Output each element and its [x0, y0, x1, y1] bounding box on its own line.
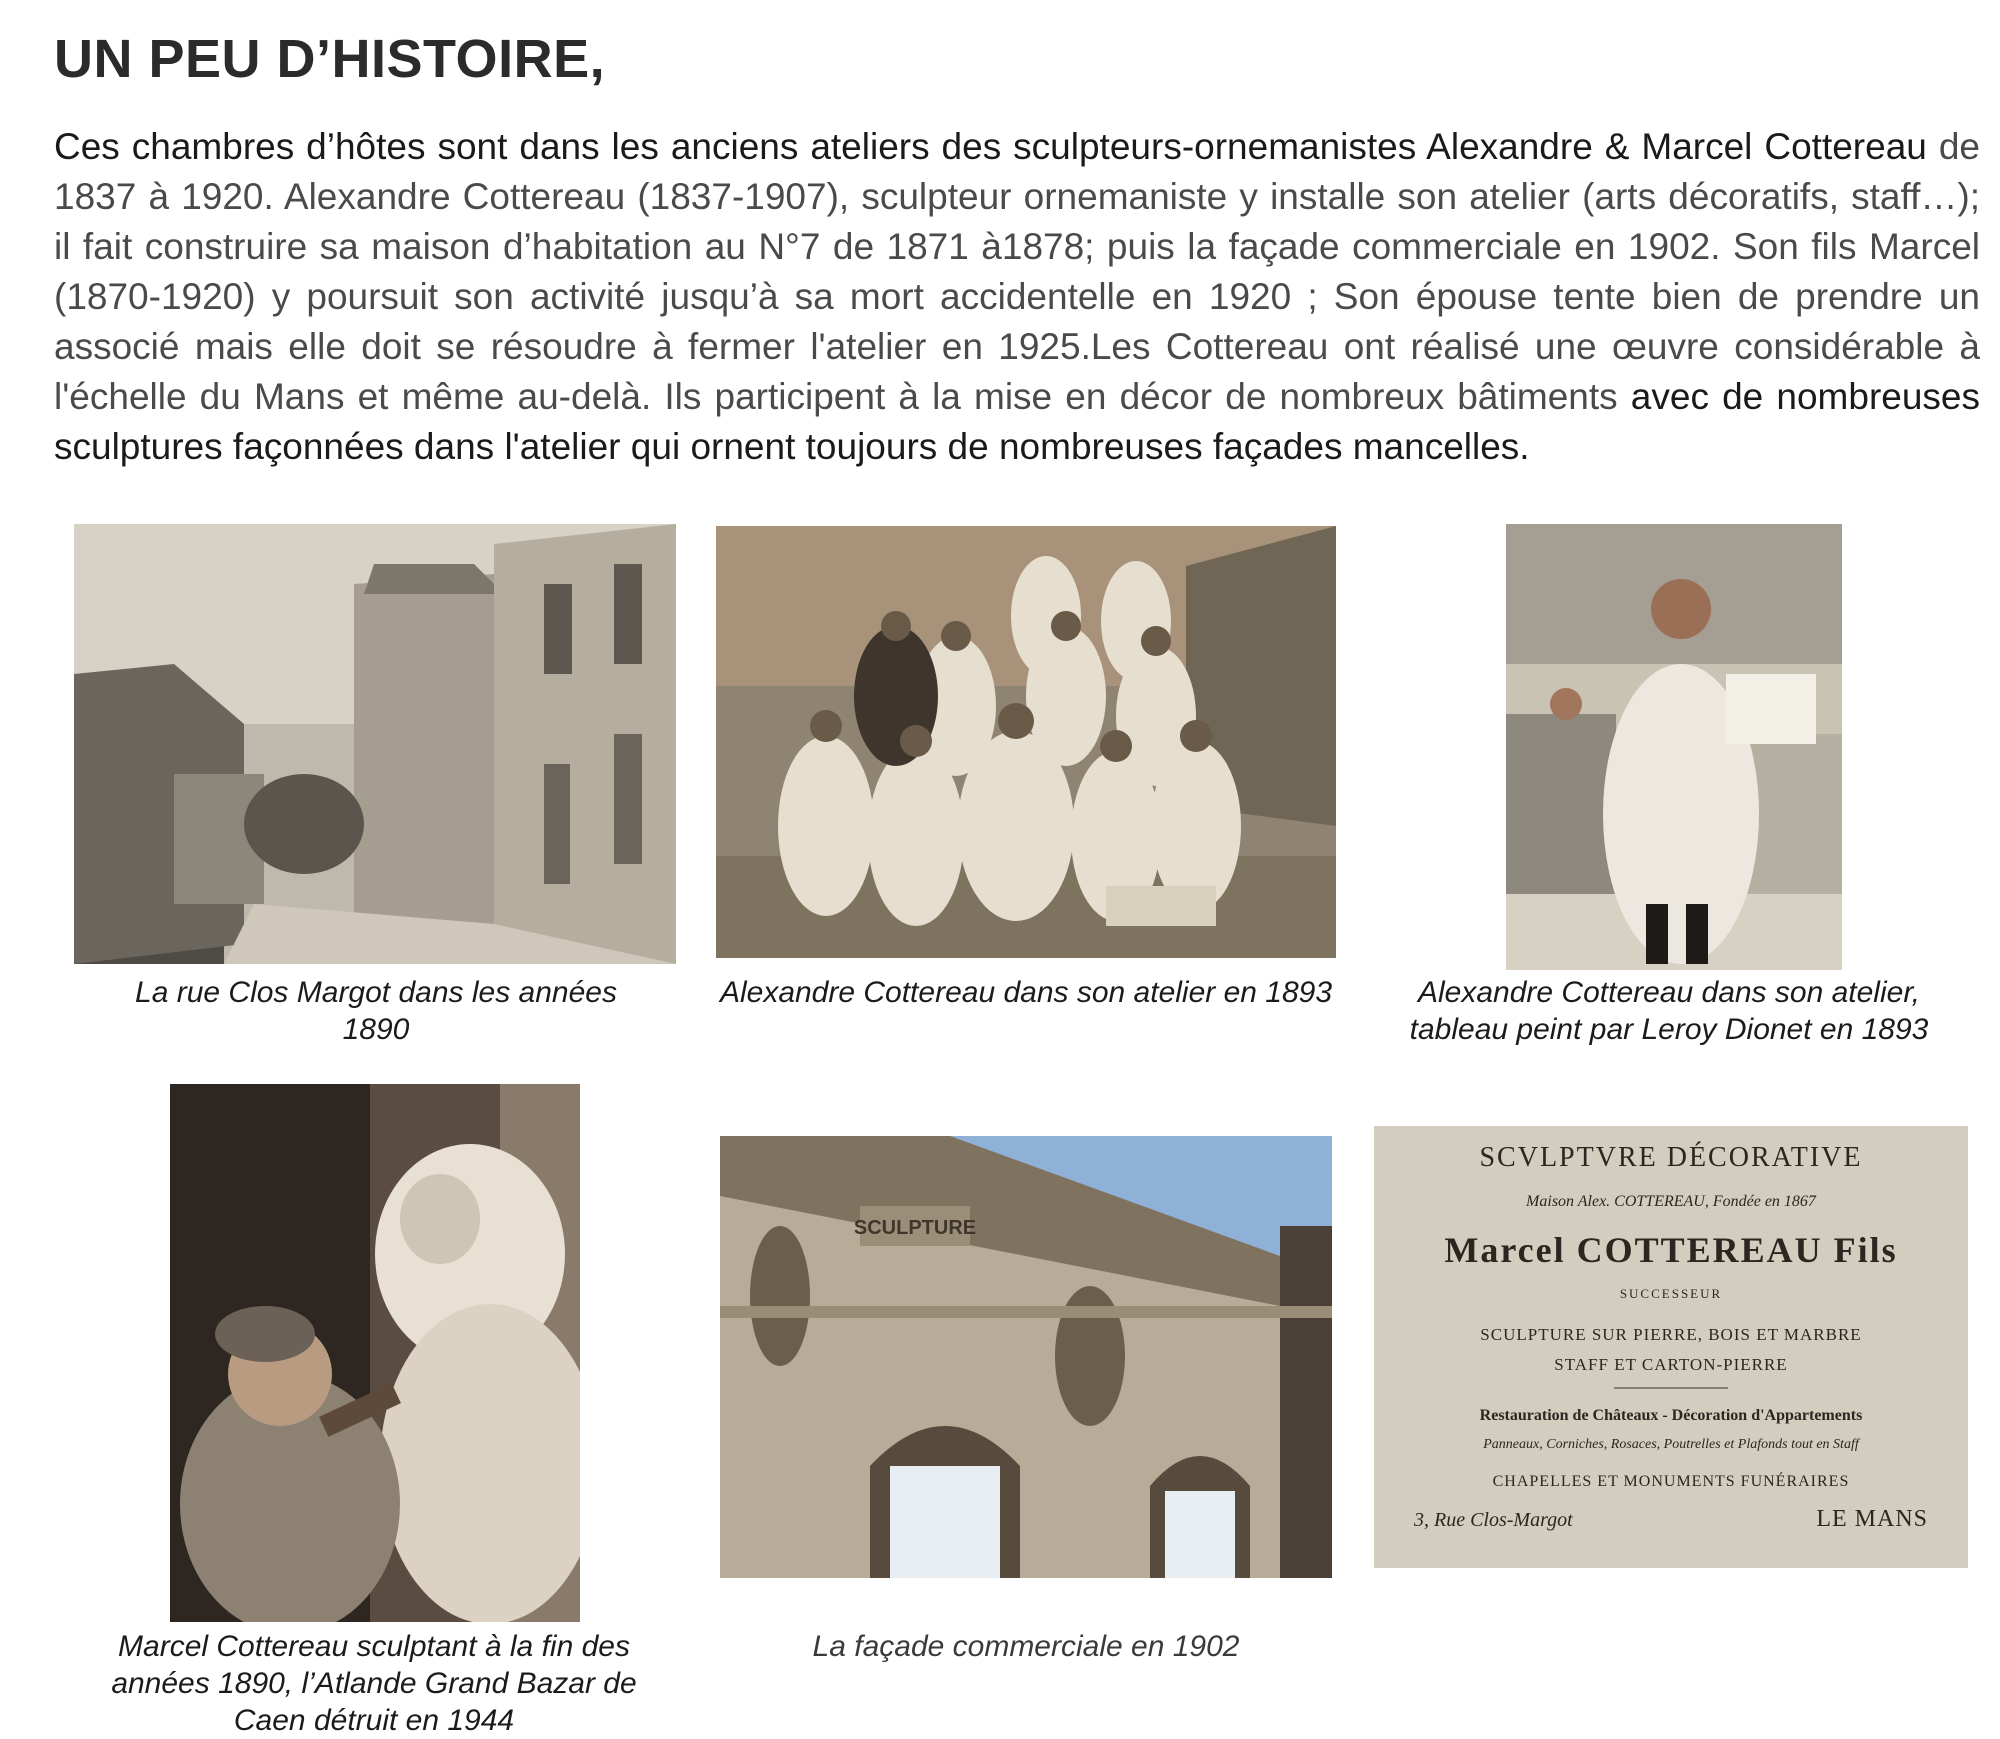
card-maison: Maison Alex. COTTEREAU, Fondée en 1867 [1526, 1193, 1816, 1210]
card-line3: Restauration de Châteaux - Décoration d'Appartements [1479, 1407, 1863, 1424]
card-line2: STAFF ET CARTON-PIERRE [1554, 1355, 1788, 1374]
caption-street: La rue Clos Margot dans les années 1890 [135, 976, 617, 1046]
intro-text-3: Les Cottereau ont réalisé une œuvre considérable à l'échelle du Mans et même au-delà. Ils participent à la mise en décor de nombreux bâtiments [54, 326, 1980, 417]
card-line5: CHAPELLES ET MONUMENTS FUNÉRAIRES [1492, 1473, 1850, 1490]
intro-text-1: Ces chambres d’hôtes sont dans les anciens ateliers des sculpteurs-ornemanistes Alexandre & Marcel Cottereau [54, 126, 1927, 167]
page-title: UN PEU D’HISTOIRE, [54, 29, 606, 89]
card-line4: Panneaux, Corniches, Rosaces, Poutrelles et Plafonds tout en Staff [1483, 1437, 1859, 1452]
caption-workshop-group: Alexandre Cottereau dans son atelier en 1893 [719, 976, 1333, 1009]
intro-paragraph [54, 122, 1980, 472]
caption-painting: Alexandre Cottereau dans son atelier, tableau peint par Leroy Dionet en 1893 [1409, 976, 1929, 1046]
photo-facade [720, 1136, 1332, 1578]
card-line1: SCULPTURE SUR PIERRE, BOIS ET MARBRE [1480, 1325, 1862, 1344]
caption-lion: Marcel Cottereau sculptant à la fin des années 1890, l’Atlande Grand Bazar de Caen détruit en 1944 [111, 1630, 637, 1737]
photo-business-card [1374, 1126, 1968, 1568]
photo-workshop-group [716, 526, 1336, 958]
photo-painting [1506, 524, 1842, 970]
card-successeur: SUCCESSEUR [1619, 1286, 1723, 1301]
card-heading: SCVLPTVRE DÉCORATIVE [1479, 1142, 1863, 1173]
caption-facade: La façade commerciale en 1902 [812, 1630, 1240, 1663]
card-name: Marcel COTTEREAU Fils [1444, 1230, 1898, 1270]
intro-text-2: de 1837 à 1920. Alexandre Cottereau (1837-1907), sculpteur ornemaniste y installe son atelier (arts décoratifs, staff…); il fait construire sa maison d’habitation au N°7 de 1871 à1878; puis la façade commerciale en 1902. Son fils Marcel (1870-1920) y poursuit son activité jusqu’à sa mort accidentelle en 1920 ; Son épouse tente bien de prendre un associé mais elle doit se résoudre à fermer l'atelier en 1925. [54, 126, 1980, 367]
facade-sign: SCULPTURE [853, 1217, 977, 1239]
card-city: LE MANS [1816, 1506, 1928, 1532]
card-address: 3, Rue Clos-Margot [1414, 1509, 1573, 1531]
intro-text-4: avec de nombreuses sculptures façonnées dans l'atelier qui ornent toujours de nombreuses façades mancelles. [54, 376, 1980, 467]
photo-street [74, 524, 676, 964]
photo-lion-sculpting [170, 1084, 580, 1622]
